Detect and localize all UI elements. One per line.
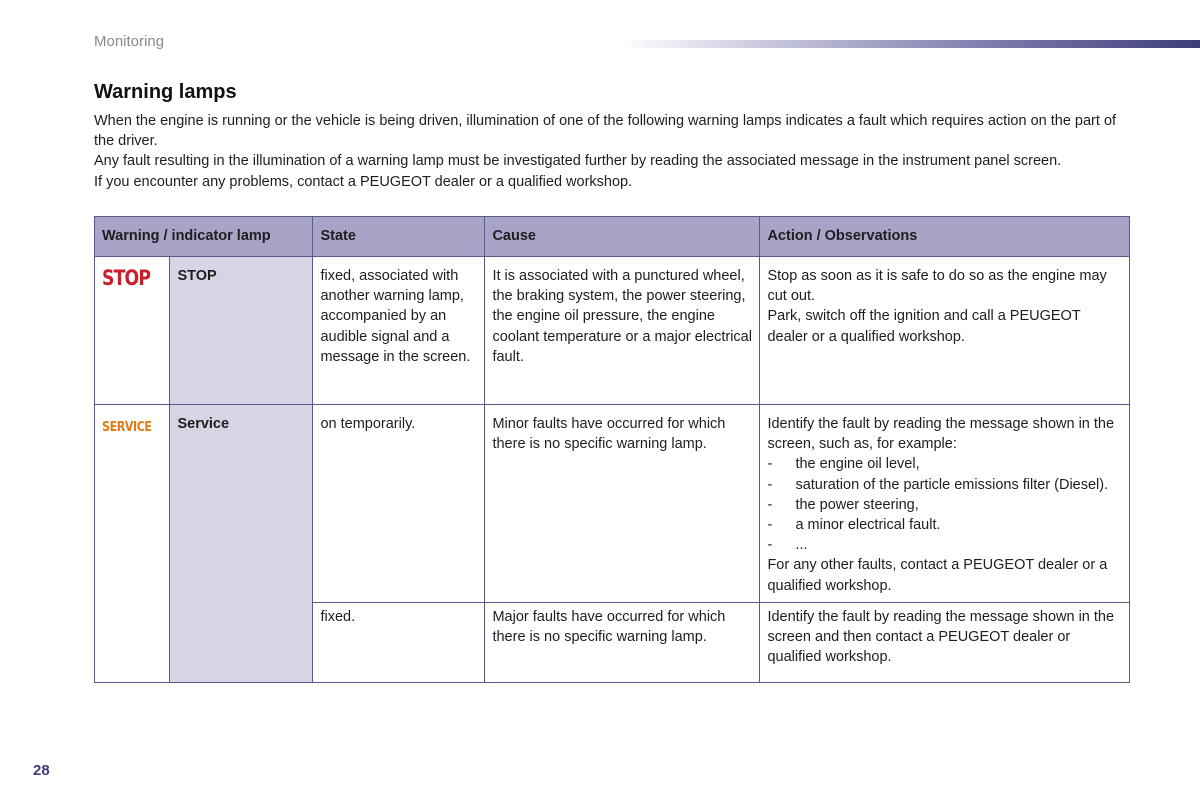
stop-state: fixed, associated with another warning lamp, accompanied by an audible signal and a message in the screen. bbox=[313, 257, 485, 405]
list-item-text: the power steering, bbox=[795, 496, 919, 513]
stop-action bbox=[760, 257, 1130, 405]
service-action-intro: Identify the fault by reading the message shown in the screen, such as, for example: bbox=[767, 416, 1115, 453]
warning-lamps-table bbox=[94, 216, 1130, 683]
table-row-service-temporary bbox=[95, 405, 1130, 603]
header-gradient-bar bbox=[620, 40, 1200, 48]
header-lamp: Warning / indicator lamp bbox=[95, 217, 313, 257]
service-warning-icon: SERVICE bbox=[102, 419, 152, 435]
list-item-text: the engine oil level, bbox=[795, 456, 920, 473]
list-item-text: a minor electrical fault. bbox=[795, 517, 941, 534]
service-fixed-action: Identify the fault by reading the message shown in the screen and then contact a PEUGEOT dealer or qualified workshop. bbox=[760, 602, 1130, 682]
header-cause: Cause bbox=[485, 217, 760, 257]
service-lamp-name: Service bbox=[170, 405, 313, 683]
page-number: 28 bbox=[33, 762, 50, 779]
service-temporary-state: on temporarily. bbox=[313, 405, 485, 603]
list-item: - saturation of the particle emissions filter (Diesel). bbox=[767, 475, 1122, 495]
table-row-stop bbox=[95, 257, 1130, 405]
list-item: - the engine oil level, bbox=[767, 454, 1122, 474]
intro-paragraph-1: When the engine is running or the vehicle is being driven, illumination of one of the following warning lamps indicates a fault which requires action on the part of the driver. bbox=[94, 113, 1117, 150]
stop-cause: It is associated with a punctured wheel, the braking system, the power steering, the engine oil pressure, the engine coolant temperature or a major electrical fault. bbox=[485, 257, 760, 405]
list-item: - a minor electrical fault. bbox=[767, 515, 1122, 535]
intro-text bbox=[94, 111, 1134, 192]
header-action: Action / Observations bbox=[760, 217, 1130, 257]
stop-action-1: Stop as soon as it is safe to do so as the engine may cut out. bbox=[767, 268, 1107, 305]
stop-icon-cell bbox=[95, 257, 170, 405]
list-item-text: saturation of the particle emissions filter (Diesel). bbox=[795, 476, 1109, 493]
service-fixed-cause: Major faults have occurred for which there is no specific warning lamp. bbox=[485, 602, 760, 682]
list-item: - the power steering, bbox=[767, 495, 1122, 515]
page-title: Warning lamps bbox=[94, 81, 237, 103]
intro-paragraph-3: If you encounter any problems, contact a PEUGEOT dealer or a qualified workshop. bbox=[94, 173, 633, 190]
table-header-row bbox=[95, 217, 1130, 257]
service-icon-cell bbox=[95, 405, 170, 683]
header-state: State bbox=[313, 217, 485, 257]
service-fixed-state: fixed. bbox=[313, 602, 485, 682]
service-temporary-action bbox=[760, 405, 1130, 603]
service-action-outro: For any other faults, contact a PEUGEOT dealer or a qualified workshop. bbox=[767, 557, 1108, 594]
stop-action-2: Park, switch off the ignition and call a PEUGEOT dealer or a qualified workshop. bbox=[767, 308, 1081, 345]
stop-warning-icon: STOP bbox=[102, 266, 151, 290]
service-temporary-cause: Minor faults have occurred for which there is no specific warning lamp. bbox=[485, 405, 760, 603]
list-item: - ... bbox=[767, 535, 1122, 555]
list-item-text: ... bbox=[795, 537, 808, 554]
stop-lamp-name: STOP bbox=[170, 257, 313, 405]
intro-paragraph-2: Any fault resulting in the illumination of a warning lamp must be investigated further by reading the associated message in the instrument panel screen. bbox=[94, 153, 1062, 170]
service-fault-list bbox=[767, 454, 1122, 555]
section-label: Monitoring bbox=[94, 33, 165, 50]
